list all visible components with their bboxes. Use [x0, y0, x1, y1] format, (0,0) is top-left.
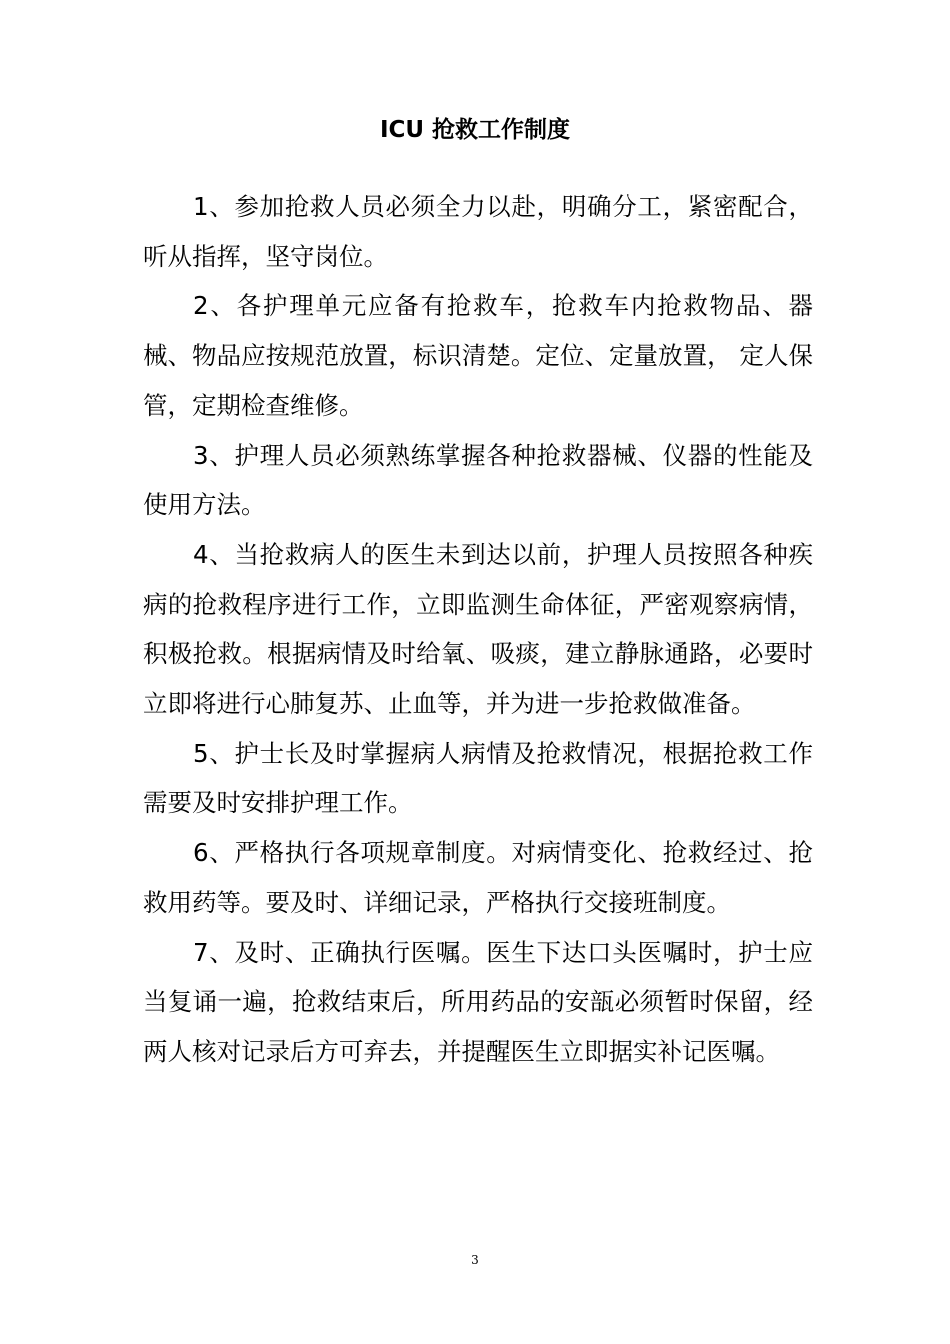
page-number: 3	[471, 1253, 479, 1267]
paragraph-1: 1、参加抢救人员必须全力以赴，明确分工，紧密配合，听从指挥，坚守岗位。	[143, 192, 813, 271]
paragraph-7: 7、及时、正确执行医嘱。医生下达口头医嘱时，护士应当复诵一遍，抢救结束后，所用药品的安瓿必须暂时保留，经两人核对记录后方可弃去，并提醒医生立即据实补记医嘱。	[143, 937, 813, 1066]
paragraph-6: 6、严格执行各项规章制度。对病情变化、抢救经过、抢救用药等。要及时、详细记录，严格执行交接班制度。	[143, 838, 813, 917]
document-title: ICU 抢救工作制度	[379, 117, 571, 143]
paragraph-3: 3、护理人员必须熟练掌握各种抢救器械、仪器的性能及使用方法。	[143, 440, 813, 520]
paragraph-2: 2、各护理单元应备有抢救车，抢救车内抢救物品、器械、物品应按规范放置，标识清楚。定位、定量放置， 定人保管，定期检查维修。	[143, 291, 813, 420]
document-body	[143, 182, 813, 1077]
paragraph-4: 4、当抢救病人的医生未到达以前，护理人员按照各种疾病的抢救程序进行工作，立即监测生命体征，严密观察病情，积极抢救。根据病情及时给氧、吸痰，建立静脉通路，必要时立即将进行心肺复苏、止血等，并为进一步抢救做准备。	[143, 539, 813, 719]
paragraph-5: 5、护士长及时掌握病人病情及抢救情况，根据抢救工作需要及时安排护理工作。	[143, 738, 813, 818]
